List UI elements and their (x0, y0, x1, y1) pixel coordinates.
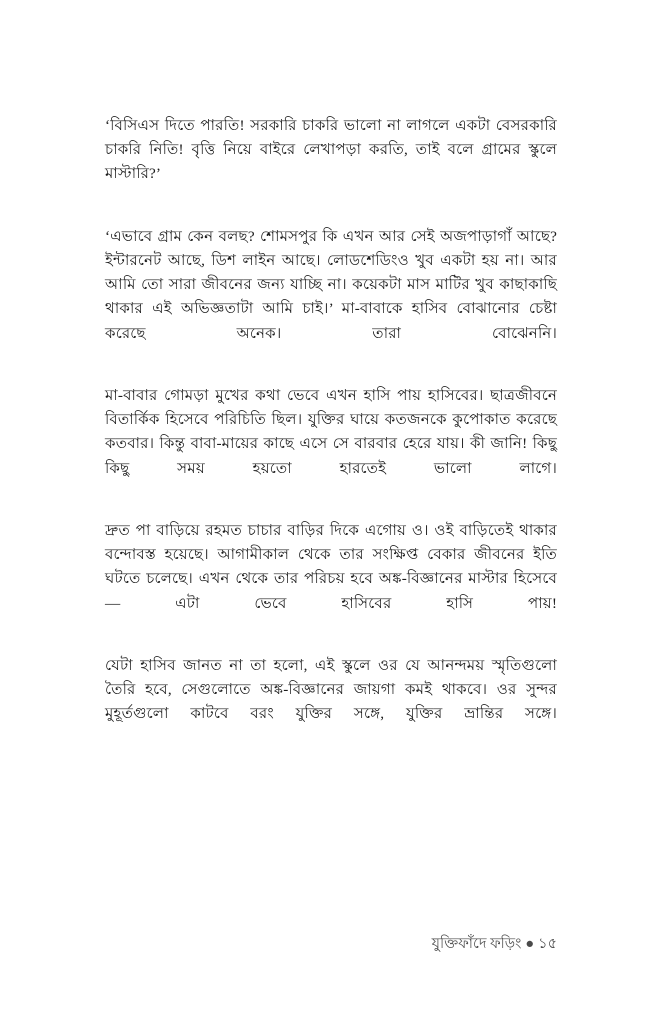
paragraph-3: মা-বাবার গোমড়া মুখের কথা ভেবে এখন হাসি পায় হাসিবের। ছাত্রজীবনে বিতার্কিক হিসেবে পরিচিতি ছিল। যুক্তির ঘায়ে কতজনকে কুপোকাত করেছে কতবার। কিন্তু বাবা-মায়ের কাছে এসে সে বারবার হেরে যায়। কী জানি! কিছু কিছু সময় হয়তো হারতেই ভালো লাগে। (105, 387, 557, 477)
paragraph-1: ‘বিসিএস দিতে পারতি! সরকারি চাকরি ভালো না লাগলে একটা বেসরকারি চাকরি নিতি! বৃত্তি নিয়ে বাইরে লেখাপড়া করতি, তাই বলে গ্রামের স্কুলে মাস্টারি?’ (105, 117, 557, 183)
footer-separator-icon: ● (525, 936, 535, 952)
paragraph-2: ‘এভাবে গ্রাম কেন বলছ? শোমসপুর কি এখন আর সেই অজপাড়াগাঁ আছে? ইন্টারনেট আছে, ডিশ লাইন আছে। লোডশেডিংও খুব একটা হয় না। আর আমি তো সারা জীবনের জন্য যাচ্ছি না। কয়েকটা মাস মাটির খুব কাছাকাছি থাকার এই অভিজ্ঞতাটা আমি চাই।’ মা-বাবাকে হাসিব বোঝানোর চেষ্টা করেছে অনেক। তারা বোঝেননি। (105, 227, 557, 342)
page-body-text (105, 114, 557, 751)
page-footer (105, 934, 557, 954)
paragraph-4: দ্রুত পা বাড়িয়ে রহমত চাচার বাড়ির দিকে এগোয় ও। ওই বাড়িতেই থাকার বন্দোবস্ত হয়েছে। আগামীকাল থেকে তার সংক্ষিপ্ত বেকার জীবনের ইতি ঘটতে চলেছে। এখন থেকে তার পরিচয় হবে অঙ্ক-বিজ্ঞানের মাস্টার হিসেবে— এটা ভেবে হাসিবের হাসি পায়! (105, 522, 557, 612)
paragraph-5: যেটা হাসিব জানত না তা হলো, এই স্কুলে ওর যে আনন্দময় স্মৃতিগুলো তৈরি হবে, সেগুলোতে অঙ্ক-বিজ্ঞানের জায়গা কমই থাকবে। ওর সুন্দর মুহূর্তগুলো কাটবে বরং যুক্তির সঙ্গে, যুক্তির ভ্রান্তির সঙ্গে। (105, 657, 557, 723)
footer-page-number: ১৫ (538, 936, 557, 952)
footer-book-title: যুক্তিফাঁদে ফড়িং (431, 936, 522, 952)
